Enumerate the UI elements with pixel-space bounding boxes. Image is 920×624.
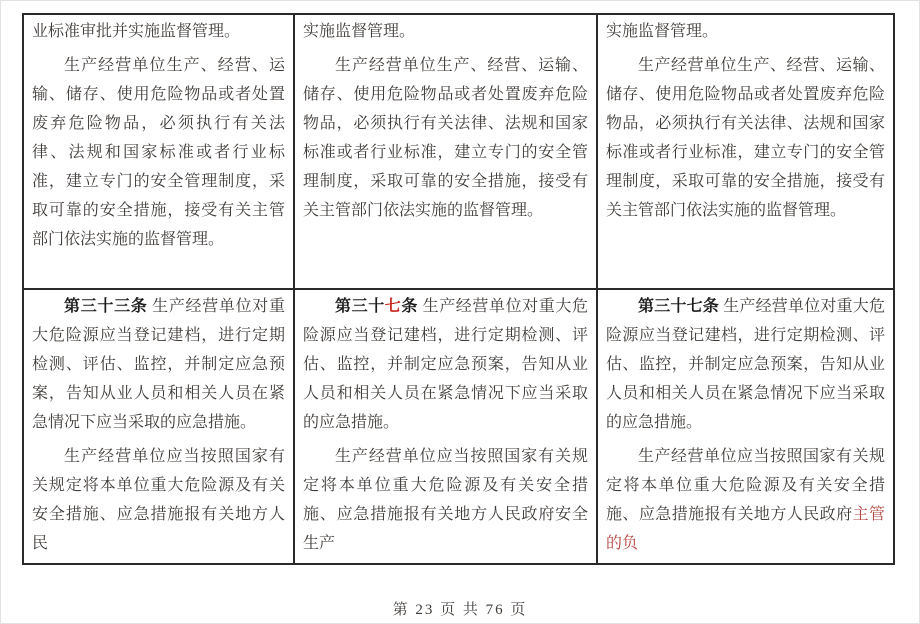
paragraph (32, 51, 285, 254)
text-segment: 实施监督管理。 (606, 23, 719, 40)
text-segment: 生产经营单位生产、经营、运输、储存、使用危险物品或者处置废弃危险物品，必须执行有关法律、法规和国家标准或者行业标准，建立专门的安全管理制度，采取可靠的安全措施，接受有关主管部门依法实施的监督管理。 (32, 57, 285, 248)
text-segment: 生产经营单位对重大危险源应当登记建档，进行定期检测、评估、监控，并制定应急预案，告知从业人员和相关人员在紧急情况下应当采取的应急措施。 (303, 298, 588, 431)
paragraph (606, 51, 885, 225)
paragraph (606, 292, 885, 437)
text-segment: 生产经营单位对重大危险源应当登记建档，进行定期检测、评估、监控，并制定应急预案，告知从业人员和相关人员在紧急情况下应当采取的应急措施。 (606, 298, 885, 431)
text-segment: 生产经营单位应当按照国家有关规定将本单位重大危险源及有关安全措施、应急措施报有关地方人民政府安全生产 (303, 448, 588, 552)
text-segment: 实施监督管理。 (303, 23, 416, 40)
text-segment-bold: 第三十七条 (638, 298, 719, 315)
text-segment: 生产经营单位应当按照国家有关规定将本单位重大危险源及有关安全措施、应急措施报有关地方人民 (32, 448, 285, 552)
paragraph (303, 51, 588, 225)
text-segment-bold: 第三十三条 (64, 298, 148, 315)
paragraph (32, 442, 285, 558)
text-segment: 业标准审批并实施监督管理。 (32, 23, 241, 40)
text-segment: 生产经营单位对重大危险源应当登记建档，进行定期检测、评估、监控，并制定应急预案，告知从业人员和相关人员在紧急情况下应当采取的应急措施。 (32, 298, 285, 431)
paragraph (606, 17, 885, 46)
text-segment: 生产经营单位生产、经营、运输、储存、使用危险物品或者处置废弃危险物品，必须执行有关法律、法规和国家标准或者行业标准，建立专门的安全管理制度，采取可靠的安全措施，接受有关主管部门依法实施的监督管理。 (606, 57, 885, 219)
table-cell (294, 14, 597, 289)
table-cell (23, 14, 294, 289)
text-segment-bold: 第三十 (335, 298, 385, 315)
table-cell (23, 289, 294, 564)
table-body (23, 14, 894, 564)
text-segment-red-bold: 七 (384, 298, 402, 315)
text-segment-red: 主管的负 (606, 506, 885, 552)
table-row (23, 14, 894, 289)
law-comparison-table (22, 13, 895, 565)
table-cell (294, 289, 597, 564)
paragraph (303, 17, 588, 46)
paragraph (32, 17, 285, 46)
table-cell (597, 14, 894, 289)
table-cell (597, 289, 894, 564)
paragraph (303, 442, 588, 558)
paragraph (303, 292, 588, 437)
text-segment-bold: 条 (401, 298, 419, 315)
page-number-footer: 第 23 页 共 76 页 (392, 602, 528, 618)
text-segment: 生产经营单位生产、经营、运输、储存、使用危险物品或者处置废弃危险物品，必须执行有关法律、法规和国家标准或者行业标准，建立专门的安全管理制度，采取可靠的安全措施，接受有关主管部门依法实施的监督管理。 (303, 57, 588, 219)
paragraph (606, 442, 885, 558)
text-segment: 生产经营单位应当按照国家有关规定将本单位重大危险源及有关安全措施、应急措施报有关地方人民政府 (606, 448, 885, 523)
paragraph (32, 292, 285, 437)
table-row (23, 289, 894, 564)
